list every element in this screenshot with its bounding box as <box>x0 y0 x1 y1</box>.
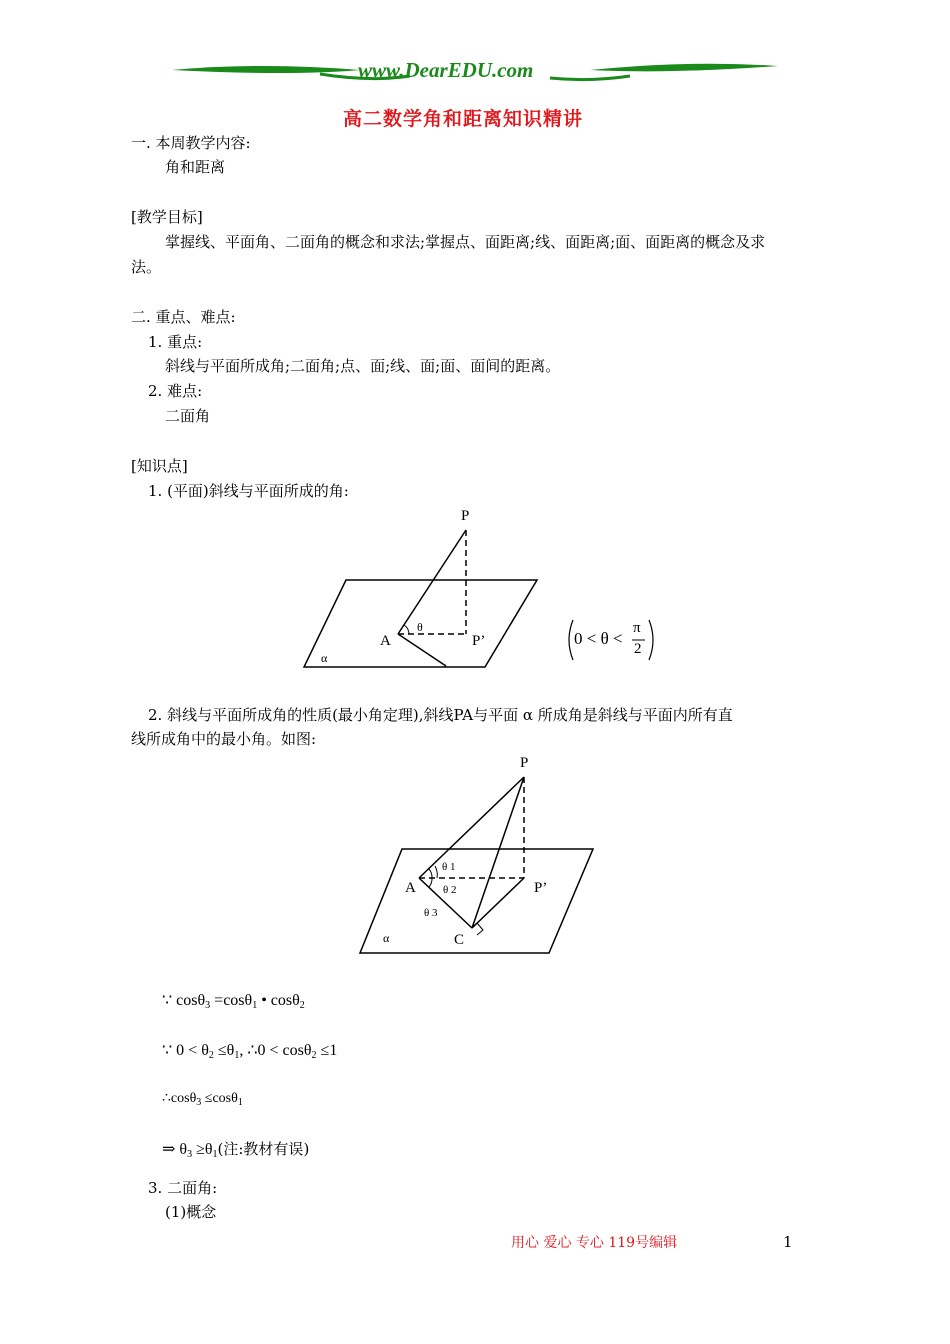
figure2-plane <box>360 849 593 953</box>
range-two: 2 <box>634 641 642 657</box>
formula-4: ⇒ $\theta_3 \ge\theta_1$(注:教材有误) <box>162 1140 310 1160</box>
goals-line2: 法。 <box>131 258 162 276</box>
theta-range-formula <box>565 618 657 662</box>
figure2-line-PA <box>419 777 524 878</box>
figure2-label-theta2: θ 2 <box>443 884 457 896</box>
section1-heading: 一. 本周教学内容: <box>131 134 251 152</box>
left-swoosh <box>172 66 360 73</box>
footer-text: 用心 爱心 专心 119号编辑 <box>511 1235 678 1251</box>
section2-heading: 二. 重点、难点: <box>131 308 236 326</box>
figure2-label-A: A <box>405 880 416 896</box>
goals-heading: [教学目标] <box>131 208 203 226</box>
figure1-label-P: P <box>461 508 470 524</box>
range-pi: π <box>633 620 641 636</box>
figure1-label-theta: θ <box>417 620 423 634</box>
range-left: 0 < θ < <box>574 629 623 648</box>
knowledge-item3-sub: (1)概念 <box>165 1203 217 1221</box>
figure1-line-PA <box>398 530 466 634</box>
formula-1: ∵ cosθ$_3$ =cosθ$_1$ • cosθ$_2$ <box>162 992 305 1011</box>
figure2-label-theta3: θ 3 <box>424 907 438 919</box>
brand-logo: www.DearEDU.com <box>358 58 534 82</box>
formula-2: ∵ $0 < \theta_2 \le\theta_1$, ∴0 < cosθ$_2$ ≤1 <box>162 1042 338 1061</box>
figure1-line-under <box>398 634 446 666</box>
page-title: 高二数学角和距离知识精讲 <box>343 108 584 130</box>
figure1-angle-arc <box>404 625 409 634</box>
formula-3: ∴cosθ$_3$ ≤cosθ$_1$ <box>162 1091 243 1108</box>
keypoint-label: 1. 重点: <box>148 333 203 351</box>
figure2-label-theta1: θ 1 <box>442 861 456 873</box>
figure2-label-P: P <box>520 755 529 771</box>
formula-4-note: (注:教材有误) <box>217 1140 310 1158</box>
difficulty-label: 2. 难点: <box>148 382 203 400</box>
figure2-diagram <box>350 750 610 960</box>
figure1-label-Pprime: P’ <box>472 633 486 649</box>
figure2-line-PC <box>472 777 524 928</box>
figure2-line-PpC <box>472 878 524 928</box>
section1-content: 角和距离 <box>165 158 226 176</box>
difficulty-text: 二面角 <box>165 407 211 425</box>
goals-line1: 掌握线、平面角、二面角的概念和求法;掌握点、面距离;线、面距离;面、面距离的概念及求 <box>165 233 766 251</box>
keypoint-text: 斜线与平面所成角;二面角;点、面;线、面;面、面间的距离。 <box>165 357 561 375</box>
figure2-label-alpha: α <box>383 931 390 945</box>
figure1-label-alpha: α <box>321 651 328 665</box>
figure2-label-C: C <box>454 932 465 948</box>
figure1-label-A: A <box>380 633 391 649</box>
right-swoosh <box>590 64 778 72</box>
figure2-label-Pprime: P’ <box>534 880 548 896</box>
knowledge-item2-line2: 线所成角中的最小角。如图: <box>131 730 317 748</box>
knowledge-heading: [知识点] <box>131 457 188 475</box>
knowledge-item1: 1. (平面)斜线与平面所成的角: <box>148 482 349 500</box>
knowledge-item3: 3. 二面角: <box>148 1179 218 1197</box>
page-number: 1 <box>783 1233 793 1251</box>
knowledge-item2-line1: 2. 斜线与平面所成角的性质(最小角定理),斜线PA与平面 α 所成角是斜线与平面内所有直 <box>148 706 733 724</box>
